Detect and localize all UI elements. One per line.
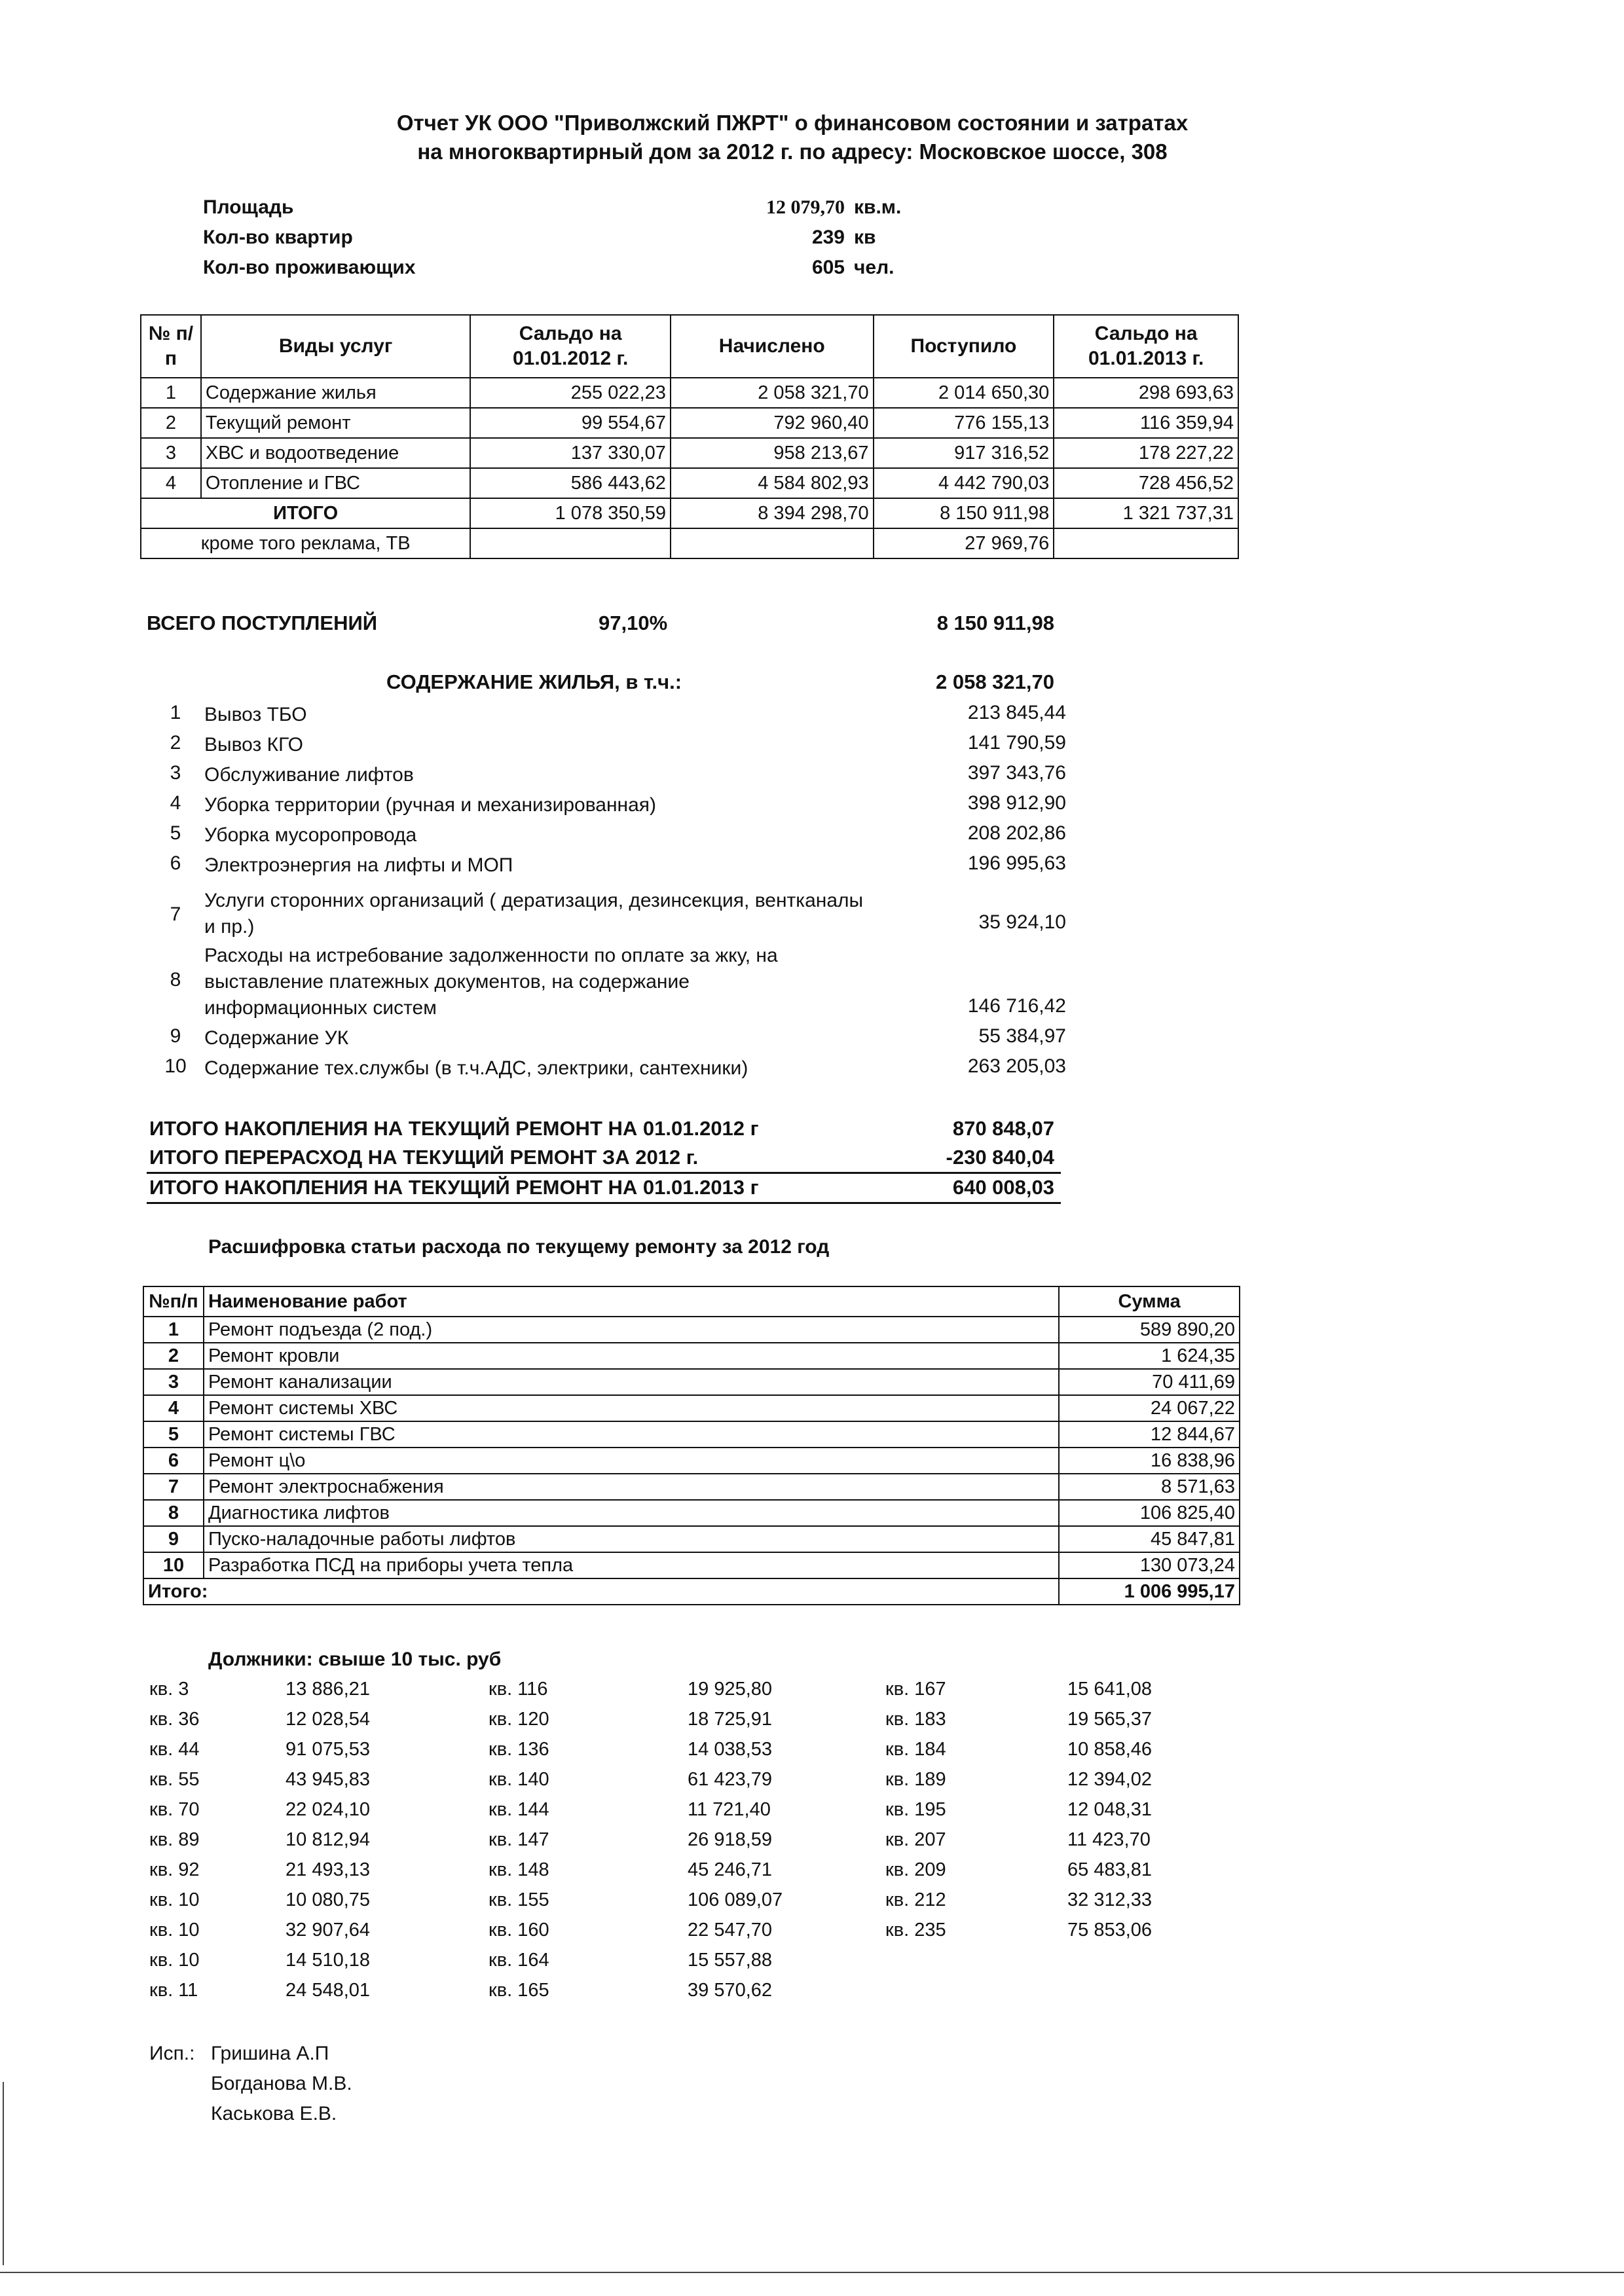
debtor-apt: кв. 10 <box>149 1950 200 1971</box>
debtor-amount: 22 024,10 <box>286 1799 371 1820</box>
cell-balance-2013: 298 693,63 <box>1054 378 1238 408</box>
cell-work: Разработка ПСД на приборы учета тепла <box>204 1552 1059 1578</box>
total-received-amount: 8 150 911,98 <box>936 611 1054 634</box>
table-extra-row <box>141 528 1238 558</box>
debtor-apt: кв. 160 <box>489 1920 549 1941</box>
item-text: Содержание УК <box>204 1027 349 1049</box>
item-text: Уборка мусоропровода <box>204 824 417 846</box>
item-text: Вывоз ТБО <box>204 704 307 725</box>
col-header: Начислено <box>671 315 874 378</box>
repair-table-title: Расшифровка статьи расхода по текущему ремонту за 2012 год <box>208 1236 830 1258</box>
maintenance-amount: 2 058 321,70 <box>935 670 1054 693</box>
item-amount: 213 845,44 <box>967 702 1066 723</box>
debtor-apt: кв. 120 <box>489 1709 549 1730</box>
cell-balance-2012: 99 554,67 <box>470 408 671 438</box>
info-label: Площадь <box>203 196 294 218</box>
col-header: Поступило <box>874 315 1054 378</box>
debtor-amount: 22 547,70 <box>688 1920 773 1941</box>
col-header: Сумма <box>1059 1286 1240 1317</box>
repair-summary-amount: -230 840,04 <box>946 1146 1054 1169</box>
total-sum: 1 006 995,17 <box>1059 1578 1240 1605</box>
repair-summary-label: ИТОГО НАКОПЛЕНИЯ НА ТЕКУЩИЙ РЕМОНТ НА 01.01.2013 г <box>149 1176 759 1199</box>
report-title-line2: на многоквартирный дом за 2012 г. по адресу: Московское шоссе, 308 <box>417 139 1168 164</box>
cell-number: 4 <box>143 1395 204 1421</box>
cell-balance-2013: 728 456,52 <box>1054 468 1238 498</box>
cell-balance-2012: 137 330,07 <box>470 438 671 468</box>
cell-charged: 4 584 802,93 <box>671 468 874 498</box>
cell-sum: 12 844,67 <box>1059 1421 1240 1448</box>
cell-sum: 45 847,81 <box>1059 1526 1240 1552</box>
table-row <box>141 438 1238 468</box>
debtors-title: Должники: свыше 10 тыс. руб <box>208 1649 502 1670</box>
debtor-amount: 24 548,01 <box>286 1980 371 2001</box>
empty-cell <box>1054 528 1238 558</box>
table-row <box>143 1343 1240 1369</box>
table-row <box>143 1448 1240 1474</box>
debtor-amount: 10 080,75 <box>286 1889 371 1910</box>
debtor-apt: кв. 235 <box>885 1920 946 1941</box>
debtor-amount: 91 075,53 <box>286 1739 371 1760</box>
cell-service: Содержание жилья <box>201 378 470 408</box>
item-number: 7 <box>170 903 181 925</box>
item-number: 10 <box>164 1055 187 1077</box>
cell-work: Ремонт электроснабжения <box>204 1474 1059 1500</box>
debtor-apt: кв. 70 <box>149 1799 200 1820</box>
item-text: Услуги сторонних организаций ( дератизация, дезинсекция, вентканалы и пр.) <box>204 890 864 938</box>
cell-received: 917 316,52 <box>874 438 1054 468</box>
table-row <box>141 468 1238 498</box>
cell-work: Ремонт подъезда (2 под.) <box>204 1317 1059 1343</box>
debtor-amount: 19 565,37 <box>1067 1709 1153 1730</box>
debtor-amount: 14 038,53 <box>688 1739 773 1760</box>
col-header: Наименование работ <box>204 1286 1059 1317</box>
debtor-amount: 21 493,13 <box>286 1859 371 1880</box>
debtor-amount: 65 483,81 <box>1067 1859 1153 1880</box>
item-text: Уборка территории (ручная и механизированная) <box>204 794 657 816</box>
divider-line <box>147 1172 1061 1174</box>
report-title <box>196 109 1388 166</box>
debtor-amount: 10 812,94 <box>286 1829 371 1850</box>
info-value: 239 <box>811 227 845 248</box>
cell-work: Ремонт системы ХВС <box>204 1395 1059 1421</box>
debtor-amount: 11 423,70 <box>1067 1829 1151 1850</box>
col-header: №п/п <box>143 1286 204 1317</box>
cell-charged: 2 058 321,70 <box>671 378 874 408</box>
debtor-amount: 15 557,88 <box>688 1950 773 1971</box>
cell-number: 4 <box>141 468 201 498</box>
debtor-amount: 10 858,46 <box>1067 1739 1153 1760</box>
extra-label: кроме того реклама, ТВ <box>141 528 470 558</box>
cell-sum: 589 890,20 <box>1059 1317 1240 1343</box>
cell-work: Ремонт системы ГВС <box>204 1421 1059 1448</box>
table-row <box>143 1369 1240 1395</box>
debtor-apt: кв. 92 <box>149 1859 200 1880</box>
cell-number: 5 <box>143 1421 204 1448</box>
total-charged: 8 394 298,70 <box>671 498 874 528</box>
col-header: № п/п <box>141 315 201 378</box>
debtor-apt: кв. 136 <box>489 1739 549 1760</box>
info-value: 12 079,70 <box>766 196 845 218</box>
debtor-amount: 15 641,08 <box>1067 1679 1153 1700</box>
item-number: 5 <box>170 822 181 844</box>
cell-received: 776 155,13 <box>874 408 1054 438</box>
debtor-apt: кв. 36 <box>149 1709 200 1730</box>
extra-received: 27 969,76 <box>874 528 1054 558</box>
repair-summary-label: ИТОГО НАКОПЛЕНИЯ НА ТЕКУЩИЙ РЕМОНТ НА 01.01.2012 г <box>149 1117 759 1140</box>
debtor-amount: 19 925,80 <box>688 1679 773 1700</box>
debtor-apt: кв. 44 <box>149 1739 200 1760</box>
debtor-apt: кв. 207 <box>885 1829 946 1850</box>
executor-name: Гришина А.П <box>211 2043 329 2064</box>
debtor-amount: 32 907,64 <box>286 1920 371 1941</box>
cell-number: 3 <box>141 438 201 468</box>
debtor-amount: 14 510,18 <box>286 1950 371 1971</box>
empty-cell <box>671 528 874 558</box>
cell-number: 7 <box>143 1474 204 1500</box>
debtor-apt: кв. 189 <box>885 1769 946 1790</box>
item-text: Содержание тех.службы (в т.ч.АДС, электрики, сантехники) <box>204 1057 748 1079</box>
debtor-amount: 39 570,62 <box>688 1980 773 2001</box>
cell-work: Ремонт ц\о <box>204 1448 1059 1474</box>
debtor-apt: кв. 195 <box>885 1799 946 1820</box>
total-balance-2012: 1 078 350,59 <box>470 498 671 528</box>
debtor-amount: 106 089,07 <box>688 1889 783 1910</box>
scan-edge-line <box>3 2082 4 2265</box>
cell-number: 9 <box>143 1526 204 1552</box>
cell-service: ХВС и водоотведение <box>201 438 470 468</box>
debtor-apt: кв. 3 <box>149 1679 189 1700</box>
item-amount: 263 205,03 <box>967 1055 1066 1077</box>
debtor-apt: кв. 209 <box>885 1859 946 1880</box>
item-amount: 55 384,97 <box>978 1025 1066 1047</box>
cell-received: 2 014 650,30 <box>874 378 1054 408</box>
debtor-amount: 75 853,06 <box>1067 1920 1153 1941</box>
repair-summary-label: ИТОГО ПЕРЕРАСХОД НА ТЕКУЩИЙ РЕМОНТ ЗА 2012 г. <box>149 1146 699 1169</box>
debtor-apt: кв. 55 <box>149 1769 200 1790</box>
debtor-amount: 12 394,02 <box>1067 1769 1153 1790</box>
debtor-apt: кв. 148 <box>489 1859 549 1880</box>
debtor-apt: кв. 140 <box>489 1769 549 1790</box>
item-text: Электроэнергия на лифты и МОП <box>204 854 513 876</box>
cell-sum: 1 624,35 <box>1059 1343 1240 1369</box>
cell-work: Диагностика лифтов <box>204 1500 1059 1526</box>
cell-charged: 792 960,40 <box>671 408 874 438</box>
divider-line <box>147 1202 1061 1204</box>
table-header-row <box>141 315 1238 378</box>
total-label: Итого: <box>143 1578 1059 1605</box>
info-unit: чел. <box>854 257 895 278</box>
info-unit: кв.м. <box>854 196 902 218</box>
debtor-apt: кв. 164 <box>489 1950 549 1971</box>
cell-balance-2013: 116 359,94 <box>1054 408 1238 438</box>
item-amount: 35 924,10 <box>978 911 1066 933</box>
col-header: Сальдо на 01.01.2013 г. <box>1054 315 1238 378</box>
scan-edge-line <box>0 2272 1624 2273</box>
table-row <box>143 1552 1240 1578</box>
table-row <box>141 408 1238 438</box>
debtor-apt: кв. 167 <box>885 1679 946 1700</box>
item-number: 6 <box>170 852 181 874</box>
info-value: 605 <box>811 257 845 278</box>
cell-service: Текущий ремонт <box>201 408 470 438</box>
cell-balance-2012: 255 022,23 <box>470 378 671 408</box>
item-text: Обслуживание лифтов <box>204 764 414 786</box>
executor-name: Каськова Е.В. <box>211 2103 337 2124</box>
cell-sum: 106 825,40 <box>1059 1500 1240 1526</box>
cell-number: 8 <box>143 1500 204 1526</box>
item-amount: 141 790,59 <box>967 732 1066 754</box>
total-received: 8 150 911,98 <box>874 498 1054 528</box>
maintenance-label: СОДЕРЖАНИЕ ЖИЛЬЯ, в т.ч.: <box>386 670 682 693</box>
item-amount: 196 995,63 <box>967 852 1066 874</box>
item-number: 1 <box>170 702 181 723</box>
item-number: 8 <box>170 969 181 991</box>
item-text: Расходы на истребование задолженности по оплате за жку, на выставление платежных документов, на содержание информационных систем <box>204 945 778 1019</box>
item-amount: 397 343,76 <box>967 762 1066 784</box>
empty-cell <box>470 528 671 558</box>
cell-number: 3 <box>143 1369 204 1395</box>
debtor-apt: кв. 184 <box>885 1739 946 1760</box>
debtor-apt: кв. 155 <box>489 1889 549 1910</box>
debtor-apt: кв. 11 <box>149 1980 198 2001</box>
debtor-apt: кв. 165 <box>489 1980 549 2001</box>
info-label: Кол-во квартир <box>203 227 353 248</box>
item-number: 3 <box>170 762 181 784</box>
item-amount: 398 912,90 <box>967 792 1066 814</box>
debtor-apt: кв. 89 <box>149 1829 200 1850</box>
cell-balance-2013: 178 227,22 <box>1054 438 1238 468</box>
debtor-amount: 11 721,40 <box>688 1799 771 1820</box>
debtor-apt: кв. 116 <box>489 1679 548 1700</box>
col-header: Сальдо на 01.01.2012 г. <box>470 315 671 378</box>
debtor-amount: 12 048,31 <box>1067 1799 1153 1820</box>
item-amount: 146 716,42 <box>967 995 1066 1017</box>
debtor-amount: 61 423,79 <box>688 1769 773 1790</box>
item-number: 9 <box>170 1025 181 1047</box>
cell-work: Ремонт кровли <box>204 1343 1059 1369</box>
summary-table <box>140 314 1239 559</box>
item-text: Вывоз КГО <box>204 734 303 756</box>
debtor-amount: 43 945,83 <box>286 1769 371 1790</box>
col-header: Виды услуг <box>201 315 470 378</box>
table-row <box>143 1395 1240 1421</box>
info-unit: кв <box>854 227 876 248</box>
cell-work: Ремонт канализации <box>204 1369 1059 1395</box>
cell-sum: 16 838,96 <box>1059 1448 1240 1474</box>
cell-number: 2 <box>141 408 201 438</box>
debtor-amount: 32 312,33 <box>1067 1889 1153 1910</box>
cell-service: Отопление и ГВС <box>201 468 470 498</box>
cell-received: 4 442 790,03 <box>874 468 1054 498</box>
cell-number: 6 <box>143 1448 204 1474</box>
cell-work: Пуско-наладочные работы лифтов <box>204 1526 1059 1552</box>
item-number: 4 <box>170 792 181 814</box>
item-amount: 208 202,86 <box>967 822 1066 844</box>
cell-sum: 8 571,63 <box>1059 1474 1240 1500</box>
total-balance-2013: 1 321 737,31 <box>1054 498 1238 528</box>
total-label: ИТОГО <box>141 498 470 528</box>
cell-charged: 958 213,67 <box>671 438 874 468</box>
debtor-apt: кв. 10 <box>149 1920 200 1941</box>
table-header-row <box>143 1286 1240 1317</box>
table-row <box>143 1526 1240 1552</box>
executor-name: Богданова М.В. <box>211 2073 352 2094</box>
report-title-line1: Отчет УК ООО "Приволжский ПЖРТ" о финансовом состоянии и затратах <box>396 111 1189 135</box>
debtor-apt: кв. 147 <box>489 1829 549 1850</box>
cell-number: 1 <box>143 1317 204 1343</box>
cell-sum: 24 067,22 <box>1059 1395 1240 1421</box>
debtor-apt: кв. 10 <box>149 1889 200 1910</box>
cell-number: 1 <box>141 378 201 408</box>
table-row <box>143 1421 1240 1448</box>
debtor-amount: 45 246,71 <box>688 1859 773 1880</box>
debtor-amount: 13 886,21 <box>286 1679 371 1700</box>
cell-sum: 70 411,69 <box>1059 1369 1240 1395</box>
table-row <box>141 378 1238 408</box>
table-row <box>143 1317 1240 1343</box>
repair-table <box>143 1286 1240 1605</box>
cell-balance-2012: 586 443,62 <box>470 468 671 498</box>
table-row <box>143 1474 1240 1500</box>
debtor-apt: кв. 144 <box>489 1799 549 1820</box>
cell-sum: 130 073,24 <box>1059 1552 1240 1578</box>
table-total-row <box>143 1578 1240 1605</box>
total-received-percent: 97,10% <box>599 611 668 634</box>
table-total-row <box>141 498 1238 528</box>
info-label: Кол-во проживающих <box>203 257 416 278</box>
total-received-label: ВСЕГО ПОСТУПЛЕНИЙ <box>147 611 378 634</box>
item-number: 2 <box>170 732 181 754</box>
debtor-amount: 18 725,91 <box>688 1709 773 1730</box>
debtor-apt: кв. 183 <box>885 1709 946 1730</box>
repair-summary-amount: 640 008,03 <box>952 1176 1054 1199</box>
debtor-amount: 12 028,54 <box>286 1709 371 1730</box>
debtor-amount: 26 918,59 <box>688 1829 773 1850</box>
debtor-apt: кв. 212 <box>885 1889 946 1910</box>
cell-number: 10 <box>143 1552 204 1578</box>
executors-label: Исп.: <box>149 2043 195 2064</box>
cell-number: 2 <box>143 1343 204 1369</box>
table-row <box>143 1500 1240 1526</box>
repair-summary-amount: 870 848,07 <box>952 1117 1054 1140</box>
